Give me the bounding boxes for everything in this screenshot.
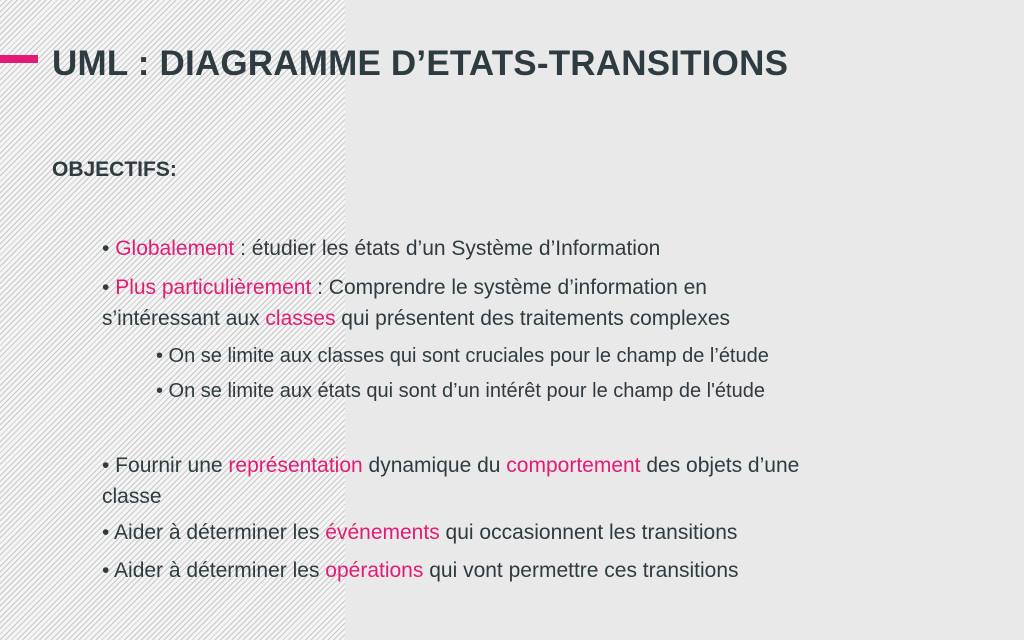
bullet-text: • Aider à déterminer les	[102, 521, 326, 544]
bullet-text: des objets d’une	[640, 454, 800, 477]
title-accent-bar	[0, 55, 38, 63]
bullet-plus-particulierement-line2	[102, 306, 730, 332]
bullet-text: dynamique du	[362, 454, 507, 477]
bullet-marker: •	[102, 276, 116, 299]
highlight-term: Plus particulièrement	[115, 276, 312, 299]
bullet-globalement	[102, 236, 660, 262]
bullet-text: qui vont permettre ces transitions	[423, 559, 739, 582]
bullet-marker: •	[102, 237, 116, 260]
highlight-term: représentation	[228, 454, 363, 477]
bullet-evenements	[102, 520, 737, 546]
bullet-operations	[102, 558, 739, 584]
highlight-term: classes	[265, 307, 336, 330]
bullet-plus-particulierement	[102, 275, 707, 301]
bullet-text: • Aider à déterminer les	[102, 559, 326, 582]
bullet-text: qui occasionnent les transitions	[439, 521, 738, 544]
highlight-term: opérations	[325, 559, 424, 582]
highlight-term: comportement	[506, 454, 641, 477]
highlight-term: événements	[325, 521, 440, 544]
sub-bullet-classes: • On se limite aux classes qui sont cruciales pour le champ de l’étude	[156, 345, 769, 367]
section-heading: OBJECTIFS:	[52, 158, 177, 181]
slide-title: UML : DIAGRAMME D’ETATS-TRANSITIONS	[52, 44, 789, 83]
highlight-term: Globalement	[115, 237, 235, 260]
bullet-text: : étudier les états d’un Système d’Information	[234, 237, 661, 260]
bullet-representation-line2: classe	[102, 485, 162, 508]
bullet-text: qui présentent des traitements complexes	[335, 307, 730, 330]
bullet-representation	[102, 453, 799, 479]
sub-bullet-etats: • On se limite aux états qui sont d’un intérêt pour le champ de l'étude	[156, 380, 765, 402]
bullet-text: • Fournir une	[102, 454, 229, 477]
bullet-text: s’intéressant aux	[102, 307, 266, 330]
bullet-text: : Comprendre le système d’information en	[311, 276, 707, 299]
